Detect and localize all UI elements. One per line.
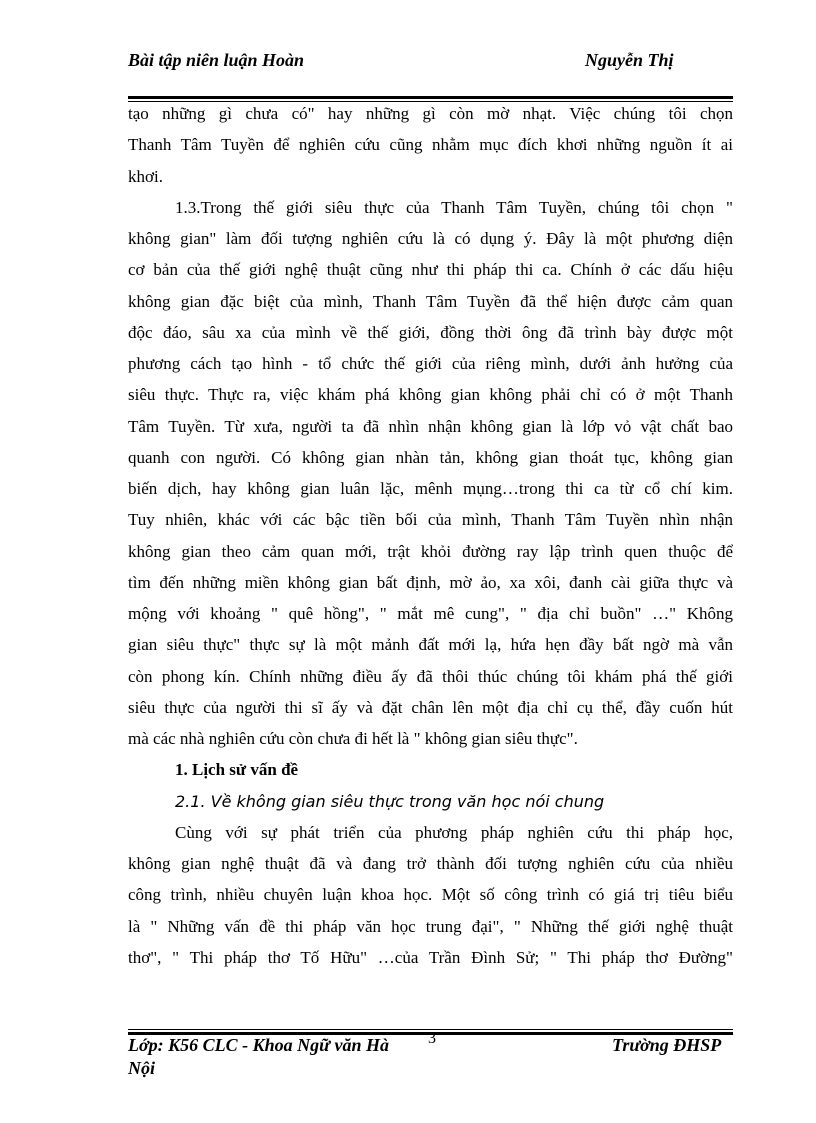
text-line: biến dịch, hay không gian luân lặc, mênh mụng…trong thi ca từ cổ chí kim. xyxy=(128,479,733,498)
text-line: quanh con người. Có không gian nhàn tản, không gian thoát tục, không gian xyxy=(128,447,733,467)
text-line: Tuy nhiên, khác với các bậc tiền bối của mình, Thanh Tâm Tuyền nhìn nhận xyxy=(128,510,733,530)
page-number: 3 xyxy=(428,1030,436,1047)
text-line: gian siêu thực" thực sự là một mảnh đất mới lạ, hứa hẹn đầy bất ngờ mà vẫn xyxy=(128,635,733,655)
text-line: không gian theo cảm quan mới, trật khỏi đường ray lập trình quen thuộc để xyxy=(128,541,733,561)
subsection-heading: 2.1. Về không gian siêu thực trong văn học nói chung xyxy=(175,791,605,811)
header-left-title: Bài tập niên luận Hoàn xyxy=(128,50,305,70)
text-line: siêu thực của người thi sĩ ấy và đặt chân lên một địa chỉ cụ thể, đầy cuốn hút xyxy=(128,697,733,717)
footer-class-info: Lớp: K56 CLC - Khoa Ngữ văn Hà Nội xyxy=(128,1035,389,1078)
text-line: thơ", " Thi pháp thơ Tố Hữu" …của Trần Đình Sử; " Thi pháp thơ Đường" xyxy=(128,947,733,967)
text-line: phương cách tạo hình - tổ chức thế giới của riêng mình, dưới ảnh hưởng của xyxy=(128,354,733,373)
text-line: không gian nghệ thuật đã và đang trở thành đối tượng nghiên cứu của nhiều xyxy=(128,854,733,873)
footer-school: Trường ĐHSP xyxy=(612,1035,722,1055)
body-text xyxy=(128,98,733,973)
text-line: còn phong kín. Chính những điều ấy đã thôi thúc chúng tôi khám phá thế giới xyxy=(128,666,733,686)
text-line: Cùng với sự phát triển của phương pháp nghiên cứu thi pháp học, xyxy=(175,822,733,842)
page-header xyxy=(128,49,733,99)
text-line: siêu thực. Thực ra, việc khám phá không gian không phải chỉ có ở một Thanh xyxy=(128,385,733,405)
text-line: không gian" làm đối tượng nghiên cứu là có dụng ý. Đây là một phương diện xyxy=(128,229,733,248)
text-line: cơ bản của thế giới nghệ thuật cũng như thi pháp thi ca. Chính ở các dấu hiệu xyxy=(128,260,733,280)
section-heading: 1. Lịch sử vấn đề xyxy=(175,760,299,780)
text-line: là " Những vấn đề thi pháp văn học trung đại", " Những thế giới nghệ thuật xyxy=(128,916,733,936)
text-line: mà các nhà nghiên cứu còn chưa đi hết là " không gian siêu thực". xyxy=(128,729,578,748)
text-line: độc đáo, sâu xa của mình về thế giới, đồng thời ông đã trình bày được một xyxy=(128,322,733,342)
header-author: Nguyễn Thị xyxy=(585,50,674,70)
text-line: 1.3.Trong thế giới siêu thực của Thanh Tâm Tuyền, chúng tôi chọn " xyxy=(175,197,733,217)
text-line: không gian đặc biệt của mình, Thanh Tâm Tuyền đã thể hiện được cảm quan xyxy=(128,291,733,311)
text-line: công trình, nhiều chuyên luận khoa học. Một số công trình có giá trị tiêu biểu xyxy=(128,885,733,905)
text-line: Tâm Tuyền. Từ xưa, người ta đã nhìn nhận không gian là lớp vỏ vật chất bao xyxy=(128,416,733,436)
text-line: mộng với khoảng " quê hồng", " mắt mê cung", " địa chỉ buồn" …" Không xyxy=(128,604,733,623)
text-line: tìm đến những miền không gian bất định, mờ ảo, xa xôi, đanh cài giữa thực và xyxy=(128,572,733,592)
text-line: Thanh Tâm Tuyền để nghiên cứu cũng nhằm mục đích khơi những nguồn ít ai xyxy=(128,135,733,155)
text-line: tạo những gì chưa có" hay những gì còn mờ nhạt. Việc chúng tôi chọn xyxy=(128,104,733,123)
text-line: khơi. xyxy=(128,166,163,186)
